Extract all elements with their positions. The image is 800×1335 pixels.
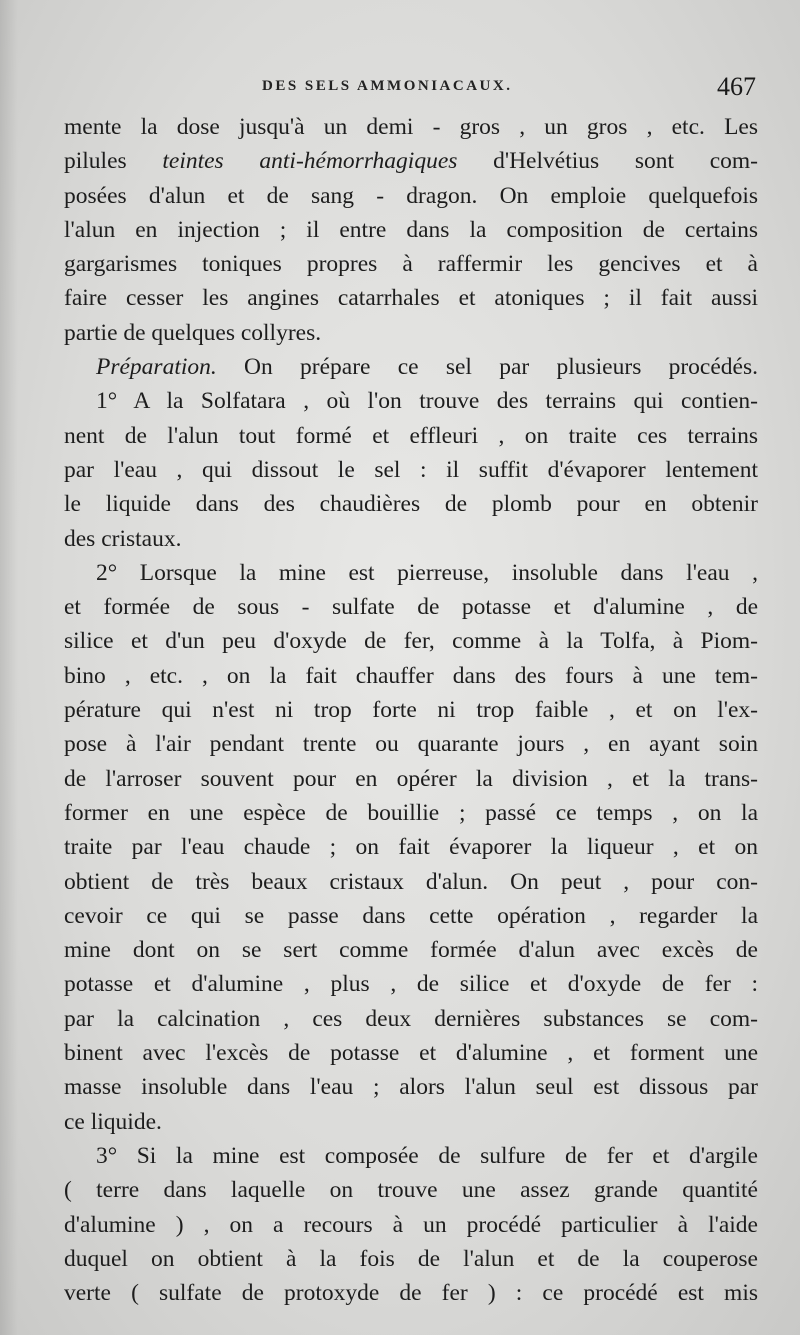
page-number: 467 <box>717 72 756 101</box>
text-line: l'alun en injection ; il entre dans la composition de certains <box>64 216 758 243</box>
italic-phrase: teintes anti-hémorrhagiques <box>162 148 458 175</box>
text-line: ( terre dans laquelle on trouve une assez grande quantité <box>64 1177 758 1204</box>
text-line: silice et d'un peu d'oxyde de fer, comme à la Tolfa, à Piom- <box>64 628 758 655</box>
text-line: 3° Si la mine est composée de sulfure de fer et d'argile <box>96 1142 758 1169</box>
text-line: par la calcination , ces deux dernières substances se com- <box>64 1005 758 1032</box>
text-line: 2° Lorsque la mine est pierreuse, insoluble dans l'eau , <box>96 559 758 586</box>
text-line: de l'arroser souvent pour en opérer la division , et la trans- <box>64 765 758 792</box>
text-line: former en une espèce de bouillie ; passé ce temps , on la <box>64 799 758 826</box>
text-line: pose à l'air pendant trente ou quarante jours , en ayant soin <box>64 731 758 758</box>
text-line: traite par l'eau chaude ; on fait évaporer la liqueur , et on <box>64 834 758 861</box>
text-line: le liquide dans des chaudières de plomb pour en obtenir <box>64 491 758 518</box>
text-line: cevoir ce qui se passe dans cette opération , regarder la <box>64 902 758 929</box>
page-header <box>62 74 762 114</box>
text-line: faire cesser les angines catarrhales et atoniques ; il fait aussi <box>64 285 758 312</box>
text-line: ce liquide. <box>64 1108 162 1135</box>
text-line: bino , etc. , on la fait chauffer dans des fours à une tem- <box>64 662 758 689</box>
text-line: pérature qui n'est ni trop forte ni trop faible , et on l'ex- <box>64 697 758 724</box>
text-line: masse insoluble dans l'eau ; alors l'alun seul est dissous par <box>64 1074 758 1101</box>
section-heading-italic: Préparation. <box>96 354 217 381</box>
text-line: verte ( sulfate de protoxyde de fer ) : ce procédé est mis <box>64 1280 758 1307</box>
text-line: pilules teintes anti-hémorrhagiques d'Helvétius sont com- <box>64 148 758 175</box>
text-line: mente la dose jusqu'à un demi - gros , un gros , etc. Les <box>64 114 758 140</box>
text-line: partie de quelques collyres. <box>64 319 322 346</box>
text-line: duquel on obtient à la fois de l'alun et de la couperose <box>64 1245 758 1272</box>
text-line: d'alumine ) , on a recours à un procédé particulier à l'aide <box>64 1211 758 1238</box>
text-line: des cristaux. <box>64 525 182 552</box>
text-line: 1° A la Solfatara , où l'on trouve des terrains qui contien- <box>96 388 758 415</box>
text-line: nent de l'alun tout formé et effleuri , on traite ces terrains <box>64 422 758 449</box>
body-text <box>64 110 758 1310</box>
text-line: par l'eau , qui dissout le sel : il suffit d'évaporer lentement <box>64 456 758 483</box>
running-head: DES SELS AMMONIACAUX. <box>262 78 513 94</box>
text-line: posées d'alun et de sang - dragon. On emploie quelquefois <box>64 182 758 209</box>
text-line: mine dont on se sert comme formée d'alun avec excès de <box>64 937 758 964</box>
page-edge-shadow <box>0 0 18 1335</box>
text-line: gargarismes toniques propres à raffermir les gencives et à <box>64 251 758 278</box>
text-line: Préparation. On prépare ce sel par plusieurs procédés. <box>96 354 758 381</box>
text-line: obtient de très beaux cristaux d'alun. On peut , pour con- <box>64 868 758 895</box>
text-line: binent avec l'excès de potasse et d'alumine , et forment une <box>64 1040 758 1067</box>
text-line: potasse et d'alumine , plus , de silice et d'oxyde de fer : <box>64 971 758 998</box>
text-line: et formée de sous - sulfate de potasse et d'alumine , de <box>64 594 758 621</box>
